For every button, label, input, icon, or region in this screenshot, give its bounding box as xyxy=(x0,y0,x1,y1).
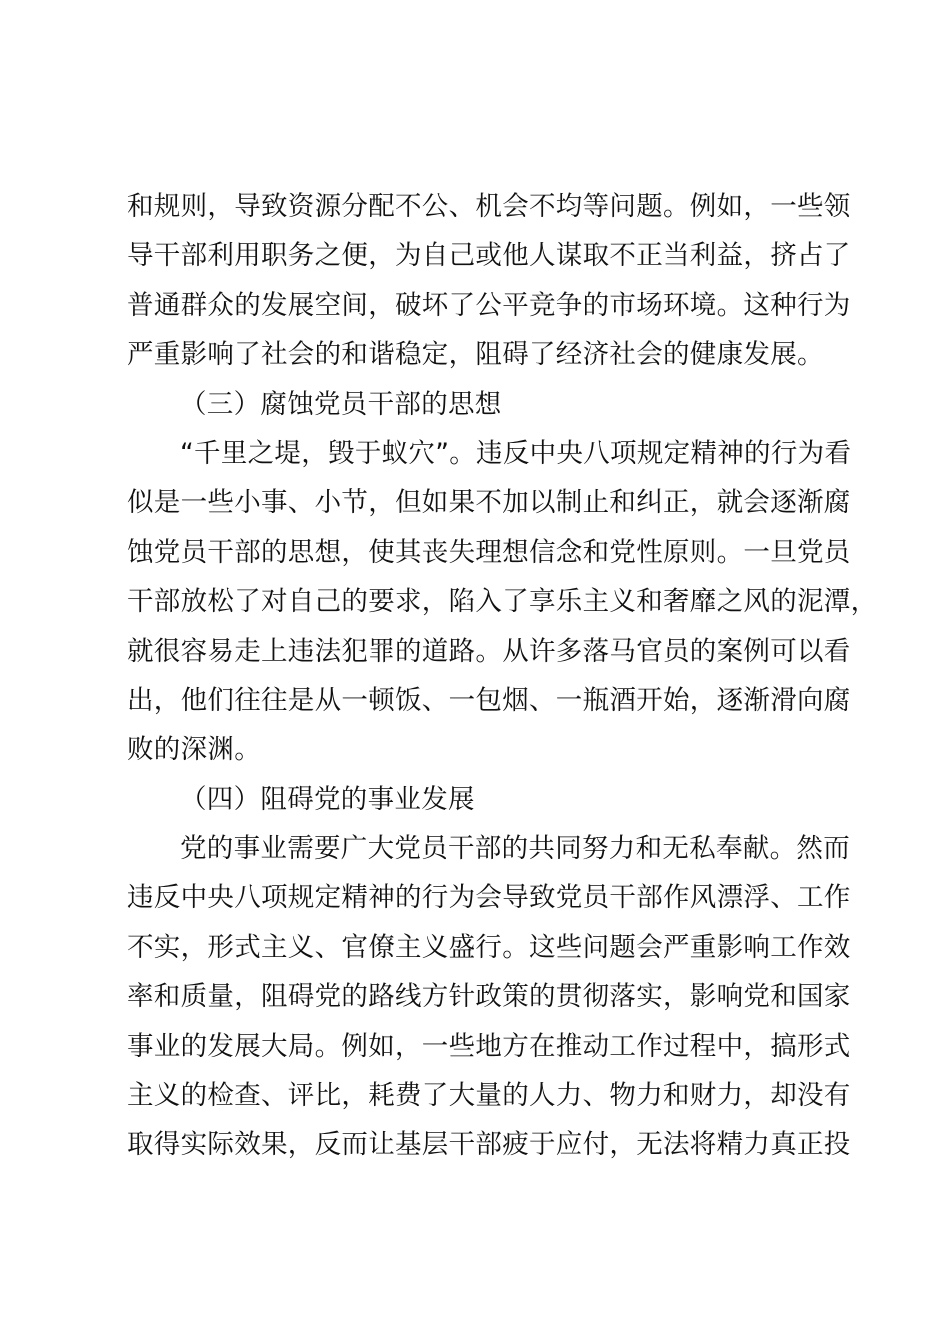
paragraph-line: 严重影响了社会的和谐稳定，阻碍了经济社会的健康发展。 xyxy=(127,339,824,371)
paragraph-line: 违反中央八项规定精神的行为会导致党员干部作风漂浮、工作 xyxy=(127,882,851,914)
section-heading: （四）阻碍党的事业发展 xyxy=(180,783,475,815)
paragraph-line: 干部放松了对自己的要求，陷入了享乐主义和奢靡之风的泥潭， xyxy=(127,586,878,618)
paragraph-line: 取得实际效果，反而让基层干部疲于应付，无法将精力真正投 xyxy=(127,1129,851,1161)
section-heading: （三）腐蚀党员干部的思想 xyxy=(180,388,502,420)
paragraph-line: 主义的检查、评比，耗费了大量的人力、物力和财力，却没有 xyxy=(127,1080,851,1112)
paragraph-line: 导干部利用职务之便，为自己或他人谋取不正当利益，挤占了 xyxy=(127,240,851,272)
body-text xyxy=(127,182,878,1170)
paragraph-line: 败的深渊。 xyxy=(127,734,261,766)
paragraph-line: “千里之堤，毁于蚁穴”。违反中央八项规定精神的行为看 xyxy=(180,437,852,469)
paragraph-line: 率和质量，阻碍党的路线方针政策的贯彻落实，影响党和国家 xyxy=(127,981,851,1013)
paragraph-line: 就很容易走上违法犯罪的道路。从许多落马官员的案例可以看 xyxy=(127,635,851,667)
paragraph-line: 出，他们往往是从一顿饭、一包烟、一瓶酒开始，逐渐滑向腐 xyxy=(127,684,851,716)
paragraph-line: 和规则，导致资源分配不公、机会不均等问题。例如，一些领 xyxy=(127,191,851,222)
paragraph-line: 蚀党员干部的思想，使其丧失理想信念和党性原则。一旦党员 xyxy=(127,536,851,568)
paragraph-line: 普通群众的发展空间，破坏了公平竞争的市场环境。这种行为 xyxy=(127,289,851,321)
paragraph-line: 似是一些小事、小节，但如果不加以制止和纠正，就会逐渐腐 xyxy=(127,487,851,519)
paragraph-line: 事业的发展大局。例如，一些地方在推动工作过程中，搞形式 xyxy=(127,1030,851,1062)
paragraph-line: 党的事业需要广大党员干部的共同努力和无私奉献。然而 xyxy=(180,833,850,865)
paragraph-line: 不实，形式主义、官僚主义盛行。这些问题会严重影响工作效 xyxy=(127,931,851,963)
